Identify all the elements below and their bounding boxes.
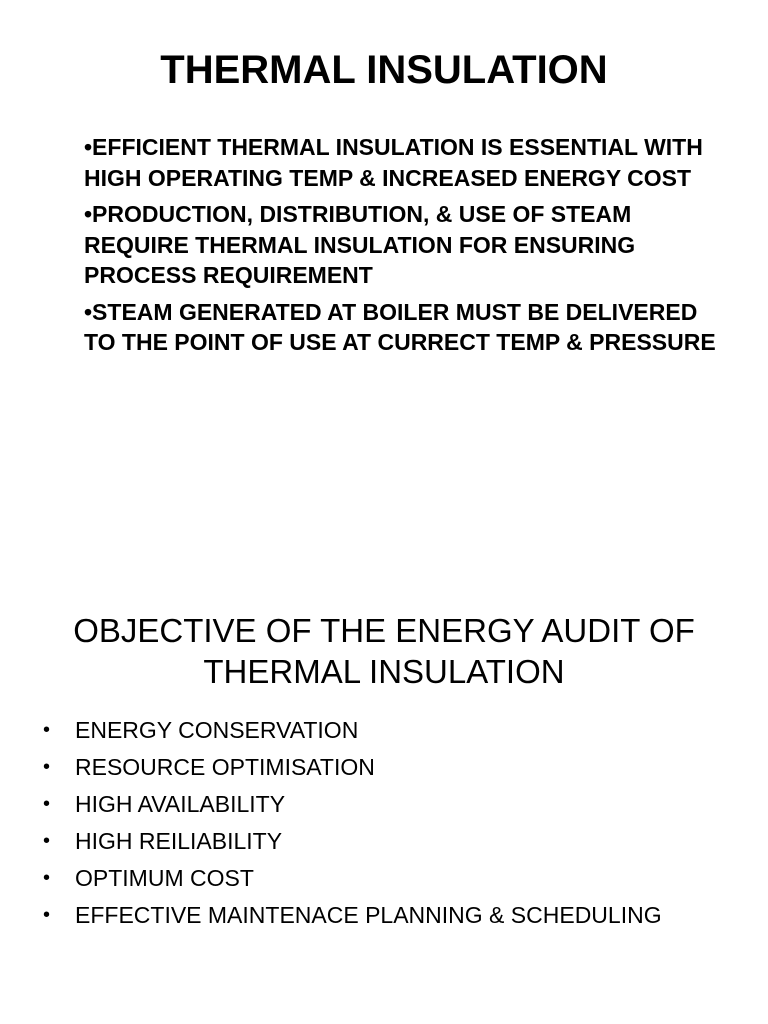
objective-item — [40, 900, 740, 931]
bullet-icon: • — [43, 793, 51, 815]
bullet-icon: • — [43, 830, 51, 852]
slide-title — [20, 610, 748, 692]
objective-list — [40, 715, 740, 937]
bullet-item: •STEAM GENERATED AT BOILER MUST BE DELIVERED TO THE POINT OF USE AT CURRECT TEMP & PRESSURE — [84, 298, 716, 355]
objective-item — [40, 752, 740, 783]
slide-title: THERMAL INSULATION — [160, 48, 608, 92]
objective-item — [40, 826, 740, 857]
objective-text: RESOURCE OPTIMISATION — [75, 754, 375, 780]
objective-text: EFFECTIVE MAINTENACE PLANNING & SCHEDULING — [75, 902, 662, 928]
slide-title-line: OBJECTIVE OF THE ENERGY AUDIT OF — [73, 612, 695, 649]
slide-title-line: THERMAL INSULATION — [203, 653, 565, 690]
objective-text: HIGH AVAILABILITY — [75, 791, 286, 817]
bullet-item: •PRODUCTION, DISTRIBUTION, & USE OF STEAM REQUIRE THERMAL INSULATION FOR ENSURING PROCESS REQUIREMENT — [84, 201, 636, 288]
objective-text: ENERGY CONSERVATION — [75, 717, 359, 743]
objective-text: OPTIMUM COST — [75, 865, 254, 891]
bullet-icon: • — [43, 719, 51, 741]
bullet-icon: • — [43, 756, 51, 778]
bullet-list — [84, 132, 724, 364]
objective-item — [40, 863, 740, 894]
bullet-icon: • — [43, 904, 51, 926]
bullet-item: •EFFICIENT THERMAL INSULATION IS ESSENTIAL WITH HIGH OPERATING TEMP & INCREASED ENERGY COST — [84, 134, 703, 191]
slide-audit-objectives — [0, 512, 768, 1024]
bullet-icon: • — [43, 867, 51, 889]
objective-text: HIGH REILIABILITY — [75, 828, 283, 854]
objective-item — [40, 789, 740, 820]
objective-item — [40, 715, 740, 746]
